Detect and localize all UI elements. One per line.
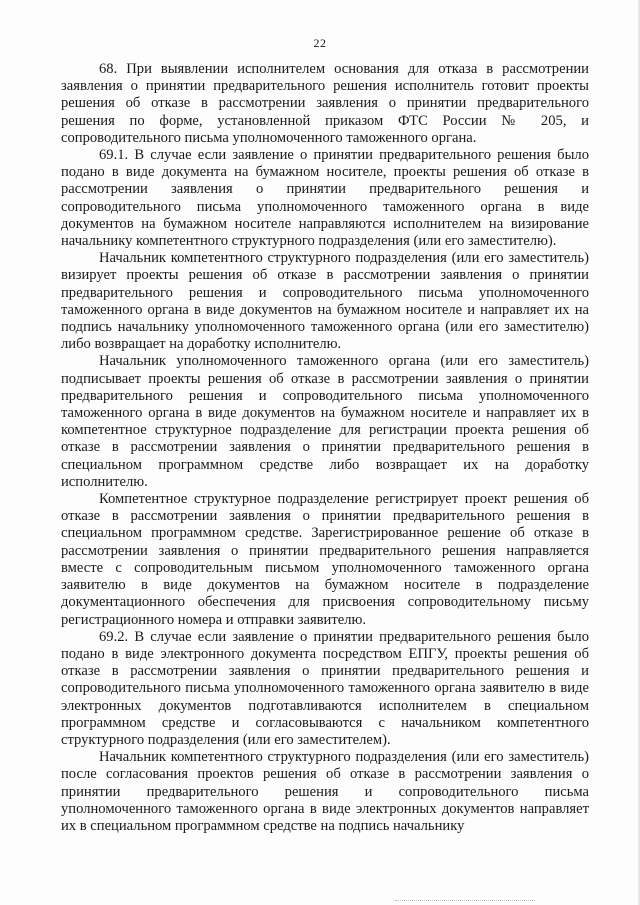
paragraph-head-division-approval: Начальник компетентного структурного подразделения (или его заместитель) визирует проекты решения об отказе в рассмотрении заявления о принятии предварительного решения и сопроводительного письма уполномоченного таможенного органа в виде документов на бумажном носителе и направляет их на подпись начальнику уполномоченного таможенного органа (или его заместителю) либо возвращает на доработку исполнителю.	[61, 250, 589, 353]
page-number: 22	[313, 36, 327, 50]
paragraph-registration: Компетентное структурное подразделение регистрирует проект решения об отказе в рассмотрении заявления о принятии предварительного решения в специальном программном средстве. Зарегистрированное решение об отказе в рассмотрении заявления о принятии предварительного решения направляется вместе с сопроводительным письмом уполномоченного таможенного органа заявителю в виде документов на бумажном носителе в подразделение документационного обеспечения для присвоения сопроводительному письму регистрационного номера и отправки заявителю.	[61, 491, 589, 628]
paragraph-electronic-approval: Начальник компетентного структурного подразделения (или его заместитель) после согласования проектов решения об отказе в рассмотрении заявления о принятии предварительного решения и сопроводительного письма уполномоченного таможенного органа в виде электронных документов направляет их в специальном программном средстве на подпись начальнику	[61, 749, 589, 834]
paragraph-69-1: 69.1. В случае если заявление о принятии предварительного решения было подано в виде документа на бумажном носителе, проекты решения об отказе в рассмотрении заявления о принятии предварительного решения и сопроводительного письма уполномоченного таможенного органа в виде документов на бумажном носителе направляются исполнителем на визирование начальнику компетентного структурного подразделения (или его заместителю).	[61, 147, 589, 250]
document-body	[61, 61, 589, 835]
paragraph-68: 68. При выявлении исполнителем основания для отказа в рассмотрении заявления о принятии предварительного решения исполнитель готовит проекты решения об отказе в рассмотрении заявления о принятии предварительного решения по форме, установленной приказом ФТС России № 205, и сопроводительного письма уполномоченного таможенного органа.	[61, 61, 589, 146]
scan-artifact	[395, 900, 535, 902]
paragraph-69-2: 69.2. В случае если заявление о принятии предварительного решения было подано в виде электронного документа посредством ЕПГУ, проекты решения об отказе в рассмотрении заявления о принятии предварительного решения и сопроводительного письма уполномоченного таможенного органа заявителю в виде электронных документов подготавливаются исполнителем в специальном программном средстве и согласовываются с начальником компетентного структурного подразделения (или его заместителем).	[61, 628, 589, 748]
paragraph-customs-head-signature: Начальник уполномоченного таможенного органа (или его заместитель) подписывает проекты решения об отказе в рассмотрении заявления о принятии предварительного решения и сопроводительного письма уполномоченного таможенного органа в виде документов на бумажном носителе и направляет их в компетентное структурное подразделение для регистрации проекта решения об отказе в рассмотрении заявления о принятии предварительного решения в специальном программном средстве либо возвращает их на доработку исполнителю.	[61, 353, 589, 490]
